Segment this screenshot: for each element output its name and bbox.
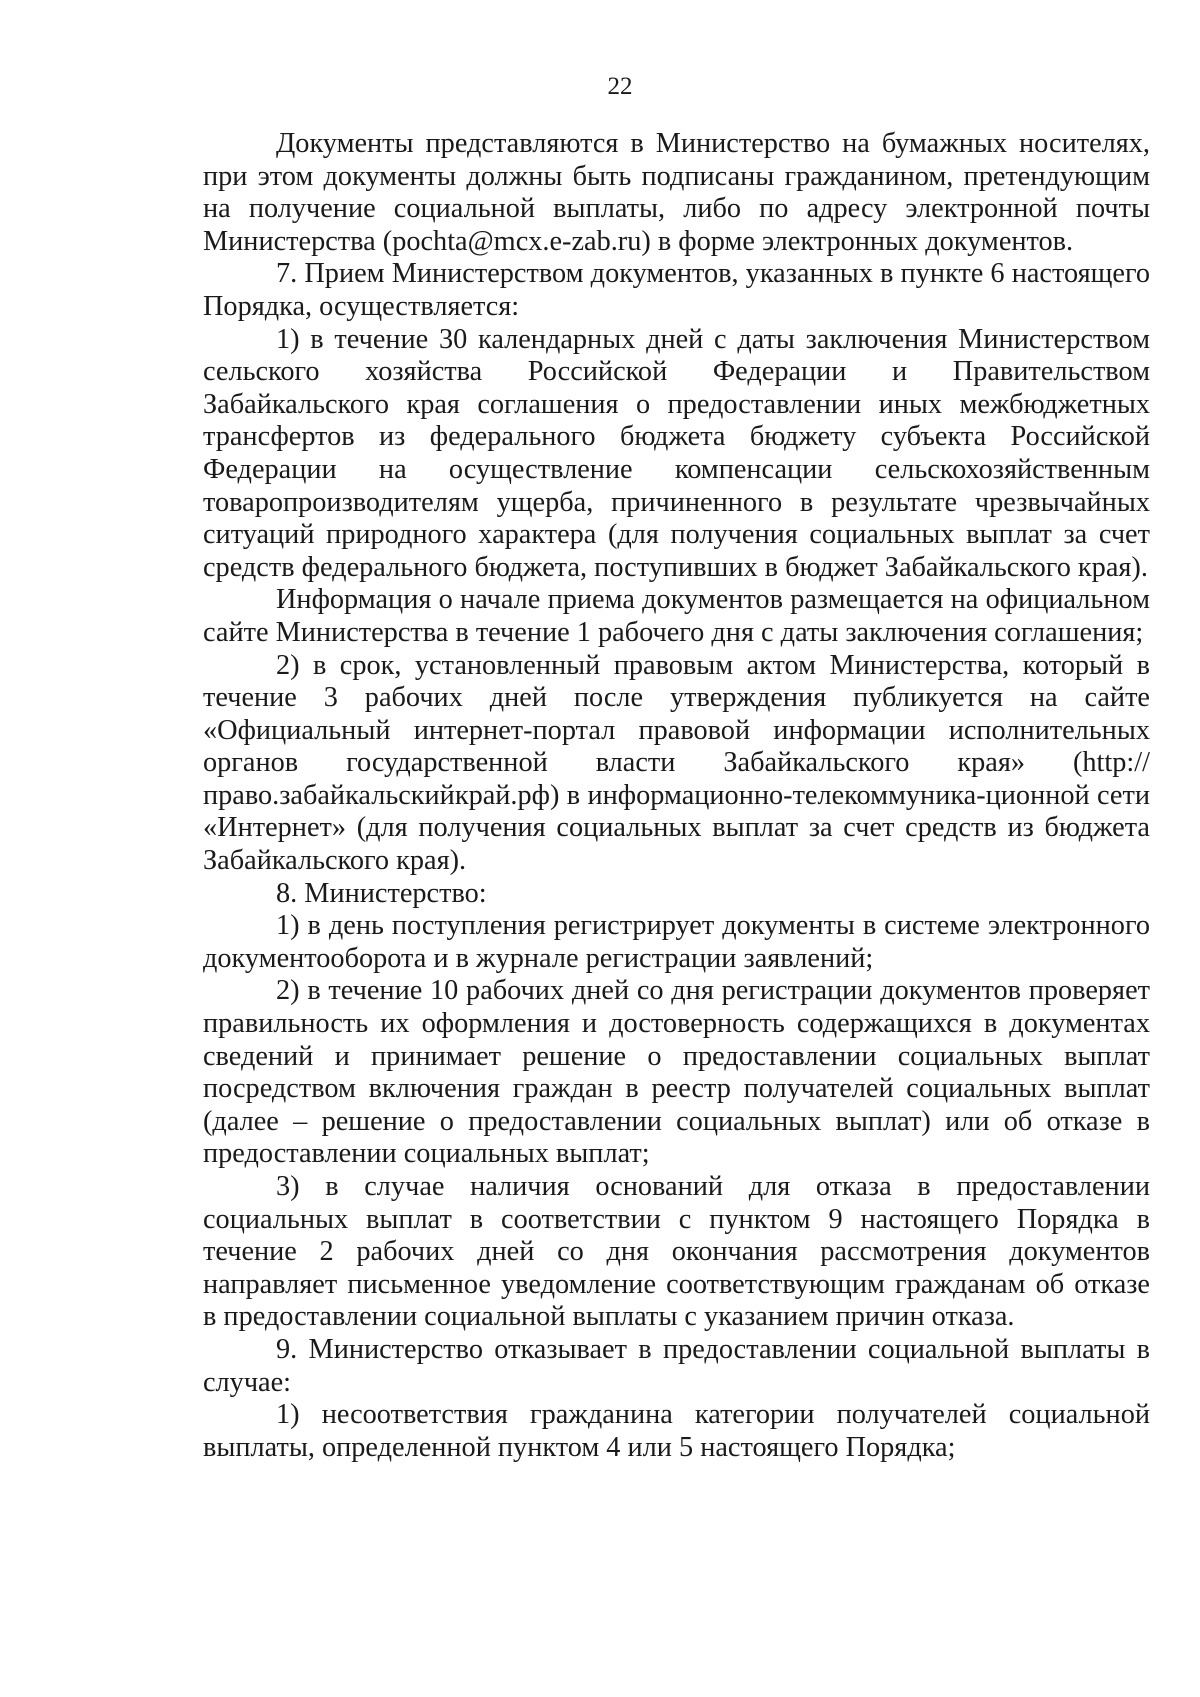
paragraph-item-8-3: 3) в случае наличия оснований для отказа в предоставлении социальных выплат в соответствии с пунктом 9 настоящего Порядка в течение 2 рабочих дней со дня окончания рассмотрения документов направляет письменное уведомление соответствующим гражданам об отказе в предоставлении социальной выплаты с указанием причин отказа. [203,1171,1150,1333]
paragraph-item-7-2: 2) в срок, установленный правовым актом Министерства, который в течение 3 рабочих дней после утверждения публикуется на сайте «Официальный интернет-портал правовой информации исполнительных органов государственной власти Забайкальского края» (http://право.забайкальскийкрай.рф) в информационно-телекоммуника-ционной сети «Интернет» (для получения социальных выплат за счет средств из бюджета Забайкальского края). [203,649,1150,877]
paragraph-item-7: 7. Прием Министерством документов, указанных в пункте 6 настоящего Порядка, осуществляется: [203,258,1150,322]
paragraph-information-notice: Информация о начале приема документов размещается на официальном сайте Министерства в течение 1 рабочего дня с даты заключения соглашения; [203,584,1150,648]
paragraph-item-8: 8. Министерство: [276,877,487,909]
paragraph-item-9: 9. Министерство отказывает в предоставлении социальной выплаты в случае: [203,1333,1150,1398]
paragraph-item-9-1: 1) несоответствия гражданина категории получателей социальной выплаты, определенной пунктом 4 или 5 настоящего Порядка; [203,1399,1150,1463]
page-number: 22 [607,73,633,100]
paragraph-item-8-2: 2) в течение 10 рабочих дней со дня регистрации документов проверяет правильность их оформления и достоверность содержащихся в документах сведений и принимает решение о предоставлении социальных выплат посредством включения граждан в реестр получателей социальных выплат (далее – решение о предоставлении социальных выплат) или об отказе в предоставлении социальных выплат; [203,975,1150,1170]
paragraph-item-8-1: 1) в день поступления регистрирует документы в системе электронного документооборота и в журнале регистрации заявлений; [203,910,1150,974]
document-body [203,128,1150,1464]
paragraph-item-7-1: 1) в течение 30 календарных дней с даты заключения Министерством сельского хозяйства Российской Федерации и Правительством Забайкальского края соглашения о предоставлении иных межбюджетных трансфертов из федерального бюджета бюджету субъекта Российской Федерации на осуществление компенсации сельскохозяйственным товаропроизводителям ущерба, причиненного в результате чрезвычайных ситуаций природного характера (для получения социальных выплат за счет средств федерального бюджета, поступивших в бюджет Забайкальского края). [203,323,1150,583]
paragraph-documents-submission: Документы представляются в Министерство на бумажных носителях, при этом документы должны быть подписаны гражданином, претендующим на получение социальной выплаты, либо по адресу электронной почты Министерства (pochta@mcx.e-zab.ru) в форме электронных документов. [203,128,1150,257]
